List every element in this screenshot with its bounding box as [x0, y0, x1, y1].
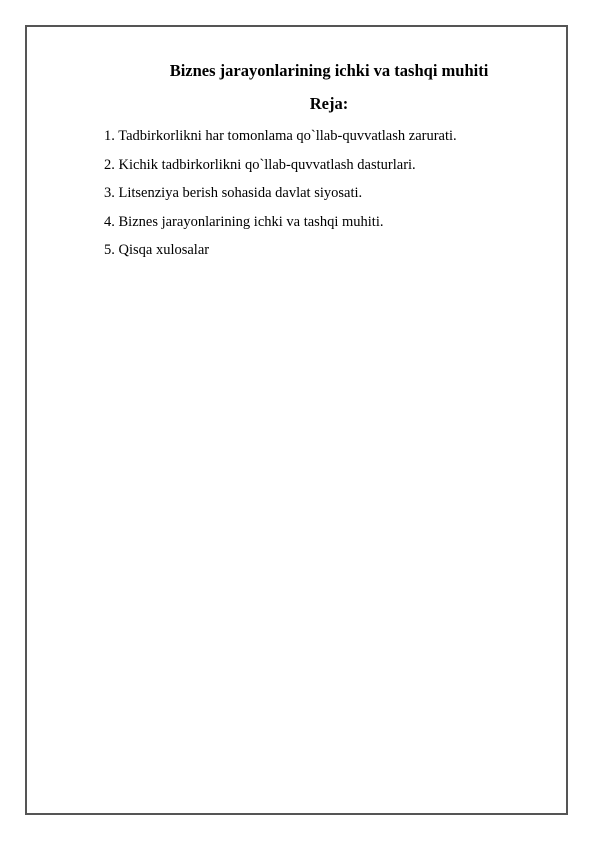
- plan-item: 1. Tadbirkorlikni har tomonlama qo`llab-quvvatlash zarurati.: [104, 128, 457, 144]
- plan-item: 3. Litsenziya berish sohasida davlat siyosati.: [104, 185, 363, 201]
- plan-item: 5. Qisqa xulosalar: [104, 242, 210, 258]
- plan-heading: Reja:: [309, 94, 349, 113]
- plan-item: 2. Kichik tadbirkorlikni qo`llab-quvvatlash dasturlari.: [104, 156, 416, 173]
- plan-item: 4. Biznes jarayonlarining ichki va tashqi muhiti.: [104, 213, 384, 230]
- plan-list: [104, 127, 457, 270]
- document-title: Biznes jarayonlarining ichki va tashqi muhiti: [169, 61, 489, 80]
